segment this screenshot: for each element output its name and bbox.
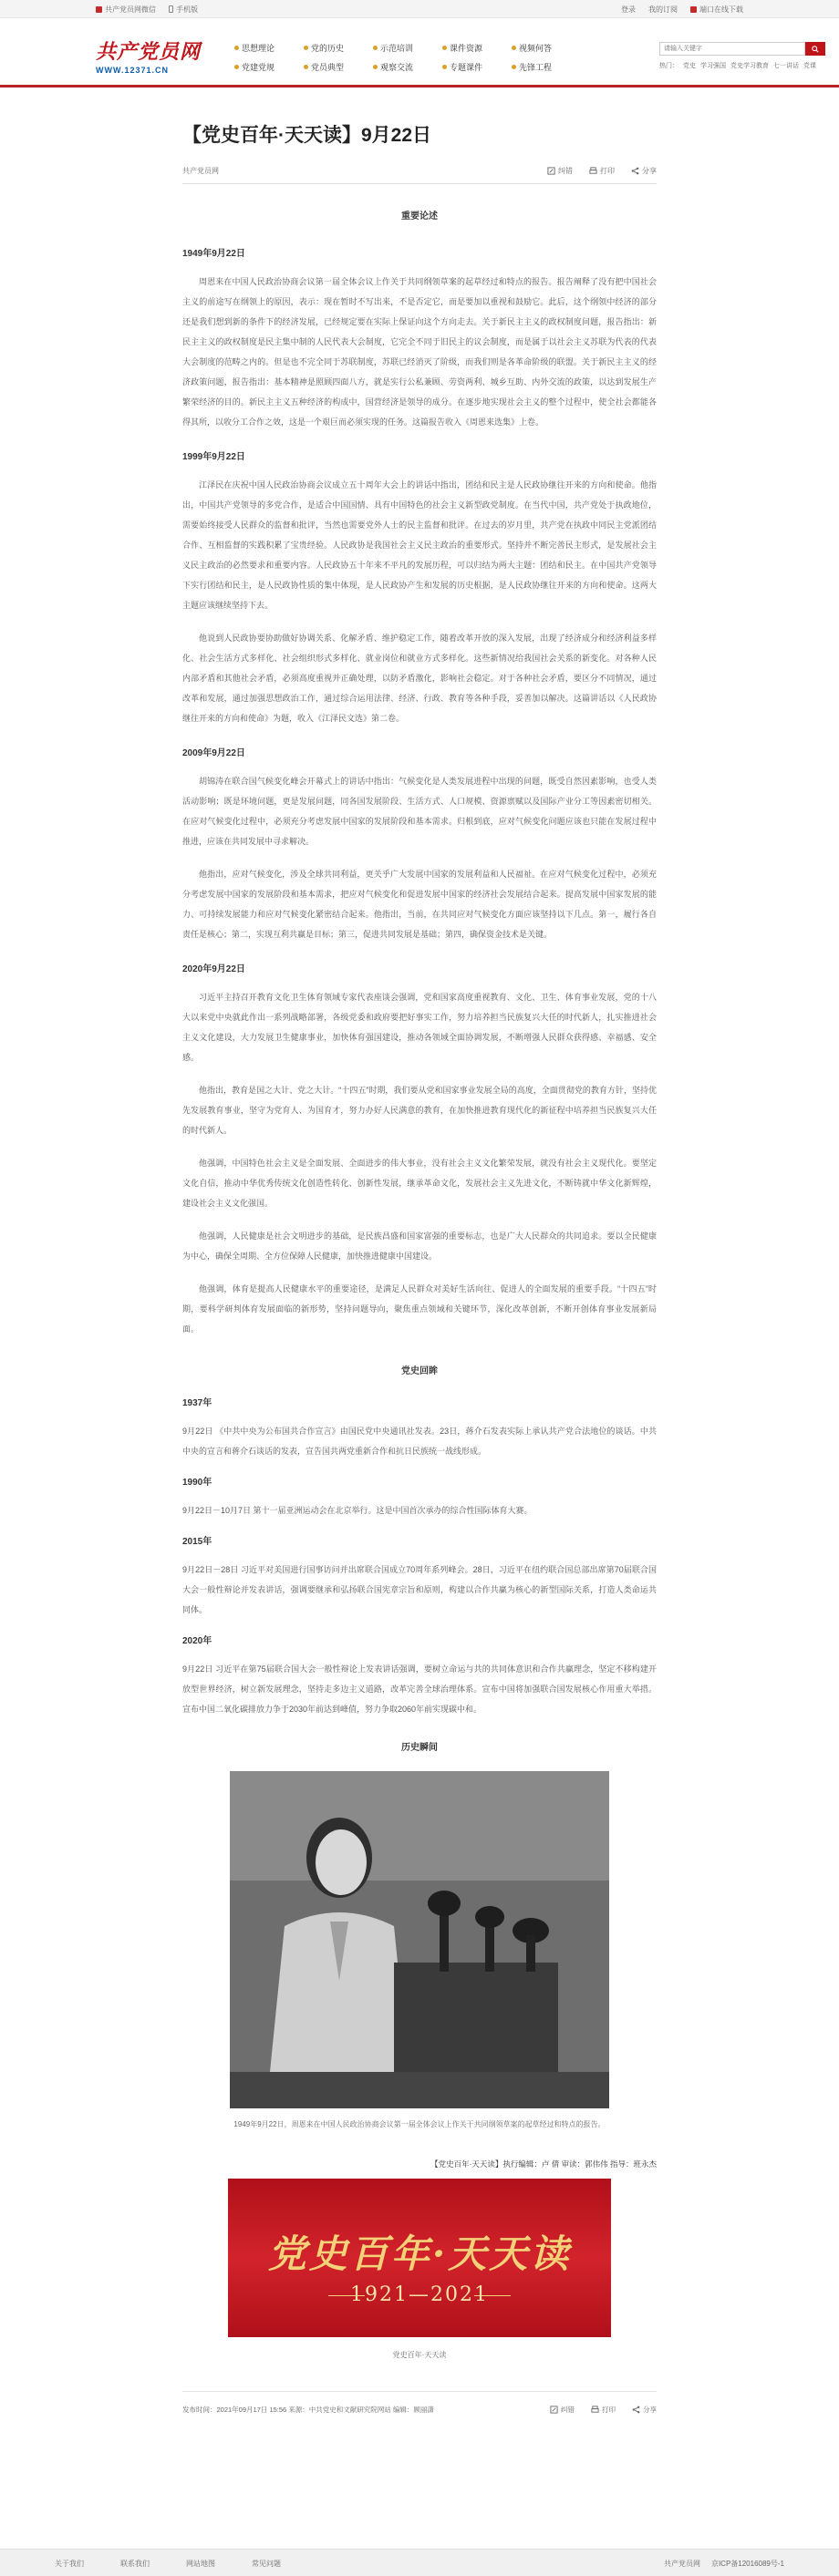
report-error-button[interactable]: 纠错	[547, 166, 573, 176]
bullet-icon	[304, 65, 308, 69]
article-source: 共产党员网	[182, 167, 219, 175]
article-meta	[182, 166, 657, 184]
print-icon	[591, 2406, 599, 2414]
download-link[interactable]: 端口在线下载	[690, 5, 743, 15]
site-logo[interactable]	[96, 36, 228, 80]
nav-item[interactable]: 示范培训	[373, 42, 431, 54]
paragraph: 胡锦涛在联合国气候变化峰会开幕式上的讲话中指出：气候变化是人类发展进程中出现的问题，既受自然因素影响，也受人类活动影响；既是环境问题，更是发展问题，同各国发展阶段、生活方式、人口规模、资源禀赋以及国际产业分工等因素密切相关。在应对气候变化过程中，必须充分考虑发展中国家的发展阶段和基本需求。归根到底，应对气候变化问题应该也只能在发展过程中推进，应该在共同发展中寻求解决。	[182, 777, 657, 846]
photo-illustration	[230, 1771, 609, 2108]
nav-item[interactable]: 思想理论	[234, 42, 293, 54]
year-heading: 2015年	[182, 1537, 212, 1547]
section-heading: 党史回眸	[401, 1366, 438, 1376]
hot-keyword[interactable]: 学习强国	[700, 63, 726, 69]
paragraph: 9月22日 习近平在第75届联合国大会一般性辩论上发表讲话强调，要树立命运与共的共同体意识和合作共赢理念，坚定不移构建开放型世界经济，树立新发展理念，坚持走多边主义道路，改革完善全球治理体系。宣布中国将加强联合国发展核心作用重大举措。宣布中国二氧化碳排放力争于2030年前达到峰值，努力争取2060年前实现碳中和。	[182, 1664, 657, 1714]
subscribe-link[interactable]: 我的订阅	[648, 5, 678, 14]
hot-keyword[interactable]: 党史	[683, 63, 696, 69]
nav-item[interactable]: 观察交流	[373, 61, 431, 73]
publish-info: 发布时间：2021年09月17日 15:56 来源：中共党史和文献研究院网站 编辑：顾丽潇	[182, 2406, 434, 2414]
year-heading: 1999年9月22日	[182, 452, 245, 462]
nav-item[interactable]: 党建党规	[234, 61, 293, 73]
year-heading: 1937年	[182, 1398, 212, 1408]
paragraph: 周恩来在中国人民政治协商会议第一届全体会议上作关于共同纲领草案的起草经过和特点的报告。报告阐释了没有把中国社会主义的前途写在纲领上的原因，表示：现在暂时不写出来，不是否定它，而是要加以重视和鼓励它。此后，这个纲领中经济的部分还是我们想到新的条件下的经济发展，已经规定要在实际上保证向这个方向走去。关于新民主主义的政权制度问题，报告指出：新民主主义的政权制度是民主集中制的人民代表大会制度，它完全不同于旧民主的议会制度，而是属于以社会主义苏联为代表的代表大会制度的范畴之内的。但是也不完全同于苏联制度，苏联已经消灭了阶级，而我们则是各革命阶级的联盟。关于新民主主义的经济政策问题，报告指出：基本精神是照顾四面八方，就是实行公私兼顾、劳资两利、城乡互助、内外交流的政策，以达到发展生产繁荣经济的目的。新民主主义五种经济的构成中，国营经济是领导的成分。在逐步地实现社会主义的整个过程中，使全社会都能各得其所，以收分工合作之效，这是一个艰巨而必须实现的任务。这篇报告收入《周恩来选集》上卷。	[182, 277, 657, 427]
bullet-icon	[512, 46, 516, 50]
main-nav	[234, 42, 570, 73]
site-header	[0, 18, 839, 88]
year-heading: 2020年	[182, 1636, 212, 1646]
nav-item[interactable]: 视频何答	[512, 42, 570, 54]
wechat-icon	[96, 6, 102, 13]
article-tools-bottom	[550, 2405, 657, 2415]
publish-info-bar	[182, 2391, 657, 2415]
paragraph: 他强调，中国特色社会主义是全面发展、全面进步的伟大事业，没有社会主义文化繁荣发展，就没有社会主义现代化。要坚定文化自信，推动中华优秀传统文化创造性转化、创新性发展，继承革命文化，发展社会主义先进文化，不断铸就中华文化新辉煌，建设社会主义文化强国。	[182, 1159, 657, 1208]
paragraph: 他强调，体育是提高人民健康水平的重要途径，是满足人民群众对美好生活向往、促进人的全面发展的重要手段。“十四五”时期，要科学研判体育发展面临的新形势，坚持问题导向，聚焦重点领域和关键环节，深化改革创新，不断开创体育事业发展新局面。	[182, 1284, 657, 1334]
bullet-icon	[234, 65, 239, 69]
print-button[interactable]: 打印	[589, 166, 615, 176]
report-error-button[interactable]: 纠错	[550, 2405, 575, 2415]
year-heading: 2009年9月22日	[182, 748, 245, 758]
article-title: 【党史百年·天天读】9月22日	[182, 125, 432, 146]
bullet-icon	[512, 65, 516, 69]
paragraph: 江泽民在庆祝中国人民政治协商会议成立五十周年大会上的讲话中指出，团结和民主是人民政协继往开来的方向和使命。他指出，中国共产党领导的多党合作，是适合中国国情、具有中国特色的社会主义新型政党制度。在当代中国，共产党处于执政地位，需要始终接受人民群众的监督和批评，当然也需要党外人士的民主监督和批评。在过去的岁月里，共产党在执政中同民主党派团结合作、互相监督的实践积累了宝贵经验。人民政协是我国社会主义民主政治的重要形式。坚持并不断完善民主形式，是发展社会主义民主政治的必然要求和重要内容。人民政协五十年来不平凡的发展历程，可以归结为两大主题：团结和民主。在中国共产党领导下实行团结和民主，是人民政协性质的集中体现，是人民政协产生和发展的历史根据，是人民政协继往开来的方向和使命。这两大主题应该继续坚持下去。	[182, 480, 657, 610]
year-heading: 1949年9月22日	[182, 249, 245, 259]
photo-caption: 1949年9月22日，周恩来在中国人民政治协商会议第一届全体会议上作关于共同纲领草案的起草经过和特点的报告。	[233, 2120, 606, 2128]
logo-url: WWW.12371.CN	[96, 66, 170, 75]
bullet-icon	[234, 46, 239, 50]
nav-item[interactable]: 课件资源	[442, 42, 501, 54]
top-utility-bar	[0, 0, 839, 18]
search-button[interactable]	[805, 42, 825, 56]
paragraph: 他指出，教育是国之大计、党之大计。“十四五”时期，我们要从党和国家事业发展全局的高度，全面贯彻党的教育方针，坚持优先发展教育事业，坚守为党育人、为国育才，努力办好人民满意的教育，在加快推进教育现代化的新征程中培养担当民族复兴大任的时代新人。	[182, 1086, 657, 1135]
paragraph: 9月22日－28日 习近平对美国进行国事访问并出席联合国成立70周年系列峰会。28日，习近平在纽约联合国总部出席第70届联合国大会一般性辩论并发表讲话，强调要继承和弘扬联合国宪章宗旨和原则，构建以合作共赢为核心的新型国际关系，打造人类命运共同体。	[182, 1565, 657, 1614]
download-icon	[690, 6, 697, 13]
share-button[interactable]: 分享	[631, 166, 657, 176]
paragraph: 他指出，应对气候变化，涉及全球共同利益，更关乎广大发展中国家的发展利益和人民福祉。在应对气候变化过程中，必须充分考虑发展中国家的发展阶段和基本需求，把应对气候变化和促进发展中国家的经济社会发展结合起来。提高发展中国家发展的能力、可持续发展能力和应对气候变化紧密结合起来。他指出，当前，在共同应对气候变化方面应该坚持以下几点。第一，履行各自责任是核心；第二，实现互利共赢是目标；第三，促进共同发展是基础；第四，确保资金技术是关键。	[182, 870, 657, 939]
paragraph: 他强调，人民健康是社会文明进步的基础，是民族昌盛和国家富强的重要标志，也是广大人民群众的共同追求。要以全民健康为中心，确保全周期、全方位保障人民健康，加快推进健康中国建设。	[182, 1231, 657, 1261]
hot-keyword[interactable]: 党课	[803, 63, 816, 69]
footer-link[interactable]: 常见问题	[252, 2559, 281, 2568]
bullet-icon	[442, 46, 447, 50]
wechat-link[interactable]: 共产党员网微信	[96, 5, 156, 15]
bullet-icon	[373, 46, 378, 50]
bullet-icon	[304, 46, 308, 50]
footer-link[interactable]: 联系我们	[120, 2559, 150, 2568]
share-icon	[632, 2406, 640, 2414]
nav-item[interactable]: 先锋工程	[512, 61, 570, 73]
banner-caption: 党史百年·天天读	[392, 2351, 447, 2359]
footer-site-name: 共产党员网	[663, 2559, 700, 2568]
site-footer	[0, 2549, 839, 2576]
phone-icon	[169, 5, 173, 13]
article	[182, 120, 657, 2415]
nav-item[interactable]: 党的历史	[304, 42, 362, 54]
banner-years: 1921—2021	[350, 2283, 489, 2306]
login-link[interactable]: 登录	[621, 5, 636, 14]
nav-item[interactable]: 党员典型	[304, 61, 362, 73]
paragraph: 9月22日 《中共中央为公布国共合作宣言》由国民党中央通讯社发表。23日，蒋介石发表实际上承认共产党合法地位的谈话。中共中央的宣言和蒋介石谈话的发表，宣告国共两党重新合作和抗日民族统一战线形成。	[182, 1427, 657, 1456]
edit-icon	[550, 2406, 558, 2414]
logo-title: 共产党员网	[96, 40, 202, 64]
search-input[interactable]	[659, 42, 805, 56]
footer-link[interactable]: 关于我们	[55, 2559, 84, 2568]
bullet-icon	[373, 65, 378, 69]
search-box	[659, 42, 828, 70]
mobile-link[interactable]: 手机版	[169, 5, 198, 15]
nav-item[interactable]: 专题课件	[442, 61, 501, 73]
share-button[interactable]: 分享	[632, 2405, 657, 2415]
hot-keyword[interactable]: 七一讲话	[773, 63, 799, 69]
share-icon	[631, 167, 639, 175]
bullet-icon	[442, 65, 447, 69]
footer-link[interactable]: 网站地图	[186, 2559, 215, 2568]
hot-keyword[interactable]: 党史学习教育	[730, 63, 769, 69]
article-tools	[547, 166, 657, 176]
print-button[interactable]: 打印	[591, 2405, 616, 2415]
paragraph: 他说到人民政协要协助做好协调关系、化解矛盾、维护稳定工作，随着改革开放的深入发展，出现了经济成分和经济利益多样化、社会生活方式多样化、社会组织形式多样化、就业岗位和就业方式多样化。这些新情况给我国社会关系的新变化。对各种人民内部矛盾和其他社会矛盾，必须高度重视并正确处理，以防矛盾激化，影响社会稳定。对于各种社会矛盾，要区分不同情况，通过改革和发展，通过加强思想政治工作，通过综合运用法律、经济、行政、教育等各种手段，妥善加以解决。这篇讲话以《人民政协继往开来的方向和使命》为题，收入《江泽民文选》第二卷。	[182, 634, 657, 723]
footer-icp[interactable]: 京ICP备12016089号-1	[710, 2559, 784, 2568]
search-icon	[812, 46, 819, 53]
year-heading: 2020年9月22日	[182, 964, 245, 974]
edit-icon	[547, 167, 555, 175]
series-banner	[228, 2179, 611, 2337]
section-heading: 重要论述	[401, 211, 438, 222]
paragraph: 9月22日－10月7日 第十一届亚洲运动会在北京举行。这是中国首次承办的综合性国际体育大赛。	[182, 1506, 533, 1515]
banner-title: 党史百年·天天读	[267, 2231, 572, 2276]
year-heading: 1990年	[182, 1478, 212, 1488]
hot-keywords: 热门： 党史 学习强国 党史学习教育 七一讲话 党课	[659, 63, 816, 69]
section-heading: 历史瞬间	[401, 1743, 438, 1753]
historical-photo	[230, 1771, 609, 2108]
print-icon	[589, 167, 597, 175]
editor-credit: 【党史百年·天天读】执行编辑：卢 倩 审读：郭伟伟 指导：班永杰	[430, 2159, 657, 2169]
paragraph: 习近平主持召开教育文化卫生体育领域专家代表座谈会强调，党和国家高度重视教育、文化、卫生、体育事业发展，党的十八大以来党中央就此作出一系列战略部署，各级党委和政府要把好事实工作，努力培养担当民族复兴大任的时代新人，扎实推进社会主义文化建设，大力发展卫生健康事业，加快体育强国建设，推动各领域全面协调发展，不断增强人民群众获得感、幸福感、安全感。	[182, 993, 657, 1062]
